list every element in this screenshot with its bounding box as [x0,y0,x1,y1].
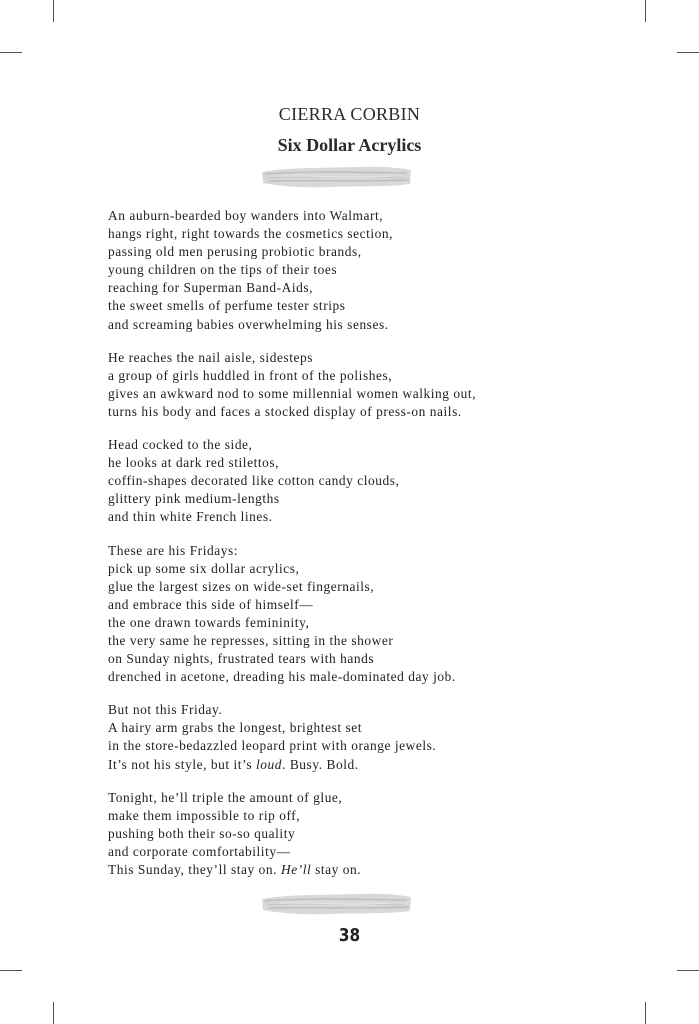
poem-line: These are his Fridays: [108,542,238,558]
poem-line: pick up some six dollar acrylics, [108,560,300,576]
poem-line: and embrace this side of himself— [108,596,314,612]
poem-line: Head cocked to the side, [108,437,253,453]
crop-mark [0,970,22,971]
poem-line [108,756,578,774]
crop-mark [677,52,699,53]
poem-line: young children on the tips of their toes [108,262,338,278]
poem-line: and corporate comfortability— [108,843,291,859]
crop-mark [645,1002,646,1024]
poem-body [108,207,578,894]
poem-line: on Sunday nights, frustrated tears with hands [108,651,375,667]
poem-line: he looks at dark red stilettos, [108,455,280,471]
poem-line: a group of girls huddled in front of the polishes, [108,367,393,383]
poem-line: the one drawn towards femininity, [108,614,310,630]
crop-mark [0,52,22,53]
stanza [108,349,578,421]
poem-line: coffin-shapes decorated like cotton candy clouds, [108,473,400,489]
stanza [108,207,578,334]
poem-line: in the store-bedazzled leopard print with orange jewels. [108,738,437,754]
emphasis-text: loud [256,756,283,772]
stanza [108,701,578,773]
poem-line: hangs right, right towards the cosmetics section, [108,226,394,242]
crop-mark [677,970,699,971]
line-segment: It’s not his style, but it’s [108,756,257,772]
poem-line: But not this Friday. [108,702,223,718]
poem-line: A hairy arm grabs the longest, brightest set [108,720,363,736]
poem-line: turns his body and faces a stocked display of press-on nails. [108,403,462,419]
poem-title: Six Dollar Acrylics [277,135,422,155]
poem-line: glittery pink medium-lengths [108,491,280,507]
poem-line: and screaming babies overwhelming his senses. [108,316,389,332]
line-segment: This Sunday, they’ll stay on. [108,862,281,877]
emphasis-text: He’ll [280,862,312,877]
poem-line: gives an awkward nod to some millennial women walking out, [108,385,477,401]
line-segment: stay on. [311,862,362,877]
poem-line: the very same he represses, sitting in the shower [108,632,394,648]
poem-line: Tonight, he’ll triple the amount of glue, [108,789,343,805]
line-segment: . Busy. Bold. [282,756,359,772]
poem-line [108,861,578,879]
poem-line: the sweet smells of perfume tester strips [108,298,346,314]
brush-stroke-divider [259,164,413,190]
page-number: 38 [338,925,361,946]
poem-line: and thin white French lines. [108,509,273,525]
stanza [108,789,578,879]
crop-mark [53,0,54,22]
poem-line: reaching for Superman Band-Aids, [108,280,314,296]
poem-line: An auburn-bearded boy wanders into Walmart, [108,208,384,223]
poem-line: drenched in acetone, dreading his male-dominated day job. [108,669,456,685]
stanza [108,436,578,526]
poem-line: make them impossible to rip off, [108,807,301,823]
poem-line: pushing both their so-so quality [108,825,296,841]
crop-mark [53,1002,54,1024]
poem-line: passing old men perusing probiotic brands, [108,244,362,260]
poem-line: He reaches the nail aisle, sidesteps [108,349,313,365]
brush-stroke-divider [259,891,413,917]
stanza [108,542,578,687]
crop-mark [645,0,646,22]
author-name: CIERRA CORBIN [278,104,421,124]
poem-line: glue the largest sizes on wide-set fingernails, [108,578,375,594]
